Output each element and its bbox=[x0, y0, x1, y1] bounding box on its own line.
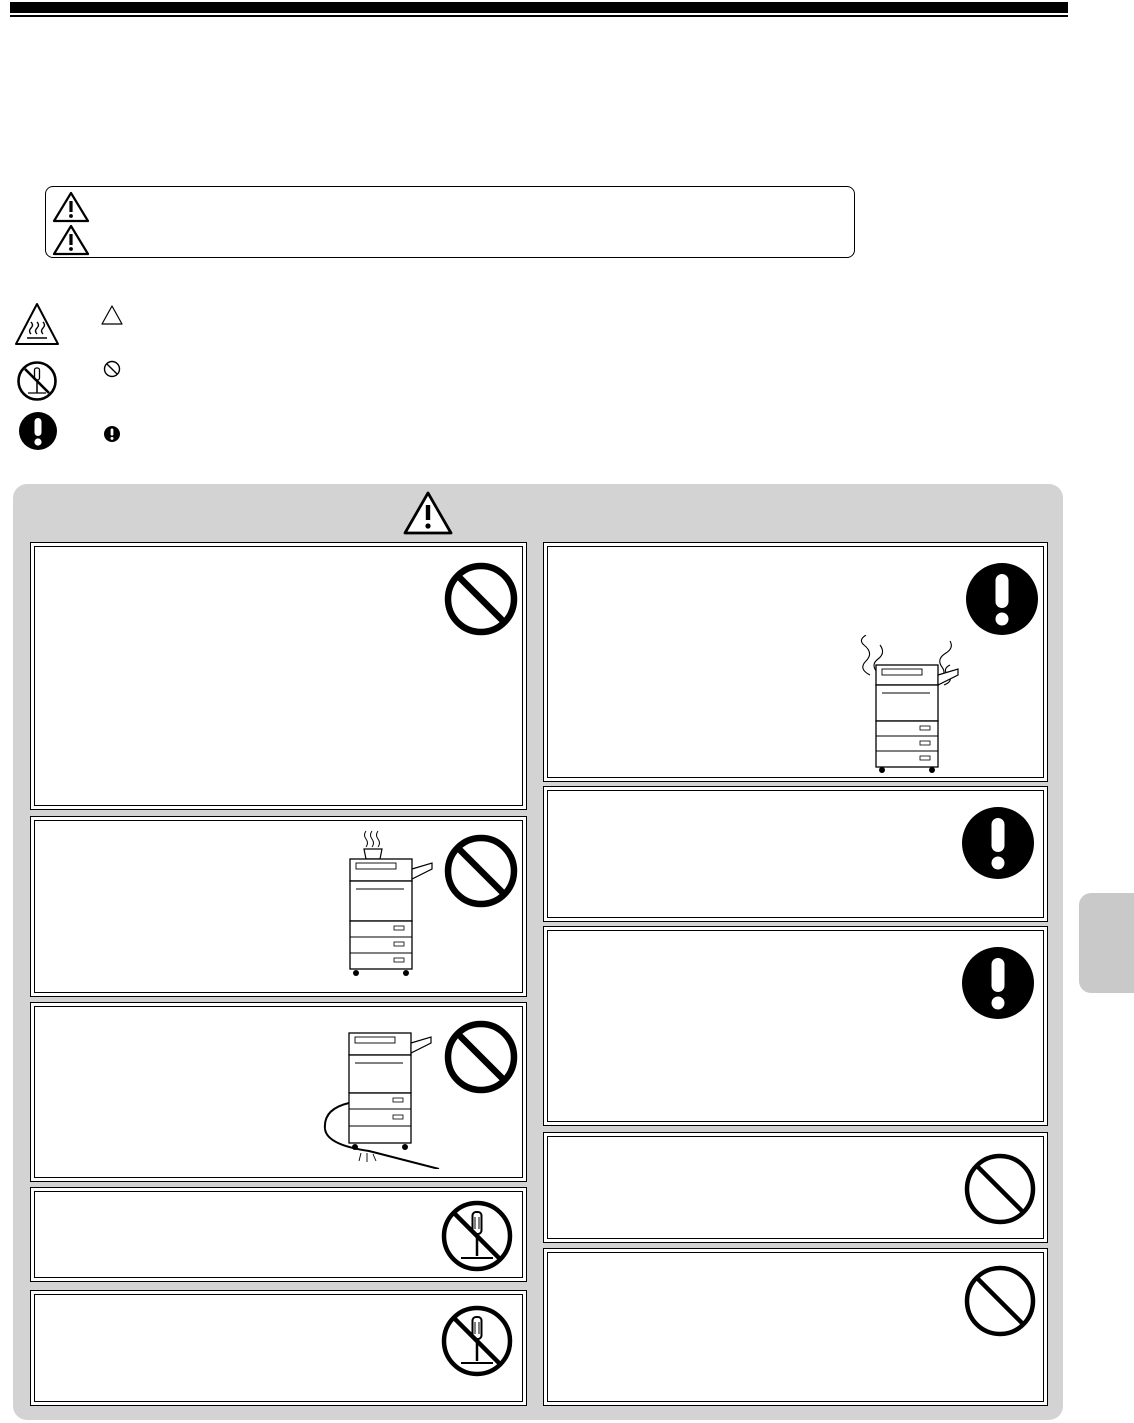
copier-with-cord-illustration bbox=[321, 1019, 441, 1169]
warning-box-left-2 bbox=[30, 816, 527, 997]
copier-with-cup-illustration bbox=[338, 829, 438, 979]
section-tab[interactable] bbox=[1079, 893, 1134, 993]
warning-panel bbox=[13, 484, 1063, 1420]
copier-with-smoke-illustration bbox=[844, 635, 974, 775]
mandatory-action-icon bbox=[964, 561, 1040, 637]
small-triangle-icon bbox=[101, 305, 123, 325]
no-disassembly-icon bbox=[439, 1198, 515, 1274]
header-rule-thick bbox=[10, 2, 1068, 13]
warning-box-right-5 bbox=[543, 1248, 1048, 1406]
no-disassembly-icon bbox=[439, 1303, 515, 1379]
prohibited-icon bbox=[443, 833, 519, 909]
mandatory-action-icon bbox=[18, 411, 58, 451]
mandatory-action-icon bbox=[960, 805, 1036, 881]
prohibited-icon bbox=[962, 1151, 1038, 1227]
warning-box-left-4 bbox=[30, 1187, 527, 1282]
small-mandatory-icon bbox=[103, 425, 121, 443]
header-rule-thin bbox=[10, 15, 1068, 17]
prohibited-icon bbox=[962, 1263, 1038, 1339]
warning-box-right-2 bbox=[543, 786, 1048, 922]
warning-triangle-icon bbox=[52, 224, 90, 256]
warning-box-left-3 bbox=[30, 1002, 527, 1182]
warning-box-right-4 bbox=[543, 1132, 1048, 1243]
hot-surface-icon bbox=[14, 302, 60, 346]
small-prohibited-icon bbox=[102, 359, 122, 379]
signal-word-legend bbox=[45, 186, 855, 258]
warning-box-left-1 bbox=[30, 542, 527, 810]
warning-box-right-3 bbox=[543, 926, 1048, 1126]
no-disassembly-icon bbox=[16, 360, 58, 402]
warning-box-left-5 bbox=[30, 1290, 527, 1406]
prohibited-icon bbox=[443, 1019, 519, 1095]
warning-triangle-icon bbox=[52, 191, 90, 223]
prohibited-icon bbox=[443, 561, 519, 637]
warning-box-right-1 bbox=[543, 542, 1048, 782]
warning-triangle-icon bbox=[402, 490, 454, 536]
mandatory-action-icon bbox=[960, 945, 1036, 1021]
